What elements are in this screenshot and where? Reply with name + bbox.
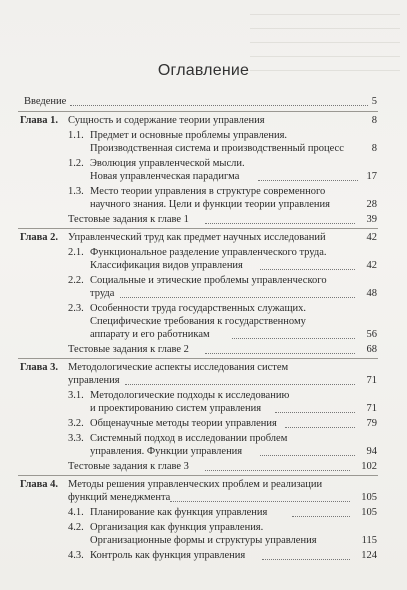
divider bbox=[18, 475, 378, 476]
section-page: 79 bbox=[366, 418, 377, 429]
section-title-line: управления. Функции управления bbox=[90, 446, 243, 457]
divider bbox=[18, 228, 378, 229]
section-title-line: Социальные и этические проблемы управленческого bbox=[90, 275, 327, 286]
chapter-page: 8 bbox=[371, 115, 377, 126]
leader-dots bbox=[205, 352, 355, 354]
leader-dots bbox=[275, 411, 355, 413]
test-tasks: Тестовые задания к главе 2 bbox=[68, 344, 189, 355]
section-number: 3.2. bbox=[68, 418, 84, 429]
section-page: 115 bbox=[361, 535, 377, 546]
section-number: 1.3. bbox=[68, 186, 84, 197]
section-page: 48 bbox=[366, 288, 377, 299]
leader-dots bbox=[205, 222, 355, 224]
section-title-line: Организационные формы и структуры управления bbox=[90, 535, 317, 546]
section-page: 8 bbox=[371, 143, 377, 154]
section-number: 4.1. bbox=[68, 507, 84, 518]
leader-dots bbox=[260, 268, 355, 270]
test-tasks-page: 102 bbox=[361, 461, 377, 472]
section-title-line: Контроль как функция управления bbox=[90, 550, 246, 561]
section-title-line: труда bbox=[90, 288, 115, 299]
section-title-line: Производственная система и производственный процесс bbox=[90, 143, 344, 154]
chapter-page: 42 bbox=[366, 232, 377, 243]
section-title-line: Общенаучные методы теории управления bbox=[90, 418, 277, 429]
chapter-title-line: Методы решения управленческих проблем и реализации bbox=[68, 479, 323, 490]
divider bbox=[18, 111, 378, 112]
section-page: 105 bbox=[361, 507, 377, 518]
leader-dots bbox=[120, 296, 355, 298]
section-number: 1.1. bbox=[68, 130, 84, 141]
section-title-line: научного знания. Цели и функции теории управления bbox=[90, 199, 330, 210]
leader-dots bbox=[258, 179, 358, 181]
section-page: 71 bbox=[366, 403, 377, 414]
section-page: 28 bbox=[366, 199, 377, 210]
section-title-line: Функциональное разделение управленческого труда. bbox=[90, 247, 327, 258]
leader-dots bbox=[285, 426, 355, 428]
leader-dots bbox=[205, 469, 350, 471]
chapter-title-line: Методологические аспекты исследования систем bbox=[68, 362, 289, 373]
section-title-line: Особенности труда государственных служащих. bbox=[90, 303, 307, 314]
page-title: Оглавление bbox=[157, 62, 250, 79]
leader-dots bbox=[262, 558, 350, 560]
leader-dots bbox=[260, 454, 355, 456]
chapter-title: Управленческий труд как предмет научных исследований bbox=[68, 232, 326, 243]
section-title-line: Организация как функция управления. bbox=[90, 522, 264, 533]
chapter-title: Сущность и содержание теории управления bbox=[68, 115, 265, 126]
section-page: 124 bbox=[361, 550, 377, 561]
test-tasks-page: 68 bbox=[366, 344, 377, 355]
chapter-label: Глава 4. bbox=[20, 479, 59, 490]
section-number: 2.2. bbox=[68, 275, 84, 286]
chapter-title-line: управления bbox=[68, 375, 120, 386]
section-number: 3.3. bbox=[68, 433, 84, 444]
section-title-line: Эволюция управленческой мысли. bbox=[90, 158, 245, 169]
chapter-page: 71 bbox=[366, 375, 377, 386]
section-title-line: Предмет и основные проблемы управления. bbox=[90, 130, 288, 141]
chapter-label: Глава 3. bbox=[20, 362, 59, 373]
leader-dots bbox=[70, 104, 368, 106]
section-title-line: аппарату и его работникам bbox=[90, 329, 210, 340]
section-title-line: Место теории управления в структуре современного bbox=[90, 186, 326, 197]
section-title-line: Планирование как функция управления bbox=[90, 507, 268, 518]
section-number: 2.1. bbox=[68, 247, 84, 258]
toc-intro: Введение bbox=[24, 96, 67, 107]
section-title-line: и проектированию систем управления bbox=[90, 403, 262, 414]
section-page: 17 bbox=[366, 171, 377, 182]
test-tasks: Тестовые задания к главе 1 bbox=[68, 214, 189, 225]
section-title-line: Новая управленческая парадигма bbox=[90, 171, 240, 182]
chapter-label: Глава 2. bbox=[20, 232, 59, 243]
section-number: 4.2. bbox=[68, 522, 84, 533]
section-page: 56 bbox=[366, 329, 377, 340]
section-title-line: Методологические подходы к исследованию bbox=[90, 390, 290, 401]
toc-intro-page: 5 bbox=[371, 96, 377, 107]
test-tasks-page: 39 bbox=[366, 214, 377, 225]
leader-dots bbox=[232, 337, 355, 339]
divider bbox=[18, 358, 378, 359]
section-title-line: Специфические требования к государственному bbox=[90, 316, 306, 327]
section-page: 94 bbox=[366, 446, 377, 457]
section-number: 4.3. bbox=[68, 550, 84, 561]
leader-dots bbox=[125, 383, 355, 385]
section-page: 42 bbox=[366, 260, 377, 271]
chapter-label: Глава 1. bbox=[20, 115, 59, 126]
leader-dots bbox=[170, 500, 350, 502]
chapter-title-line: функций менеджмента bbox=[68, 492, 171, 503]
section-title-line: Системный подход в исследовании проблем bbox=[90, 433, 288, 444]
section-number: 3.1. bbox=[68, 390, 84, 401]
test-tasks: Тестовые задания к главе 3 bbox=[68, 461, 189, 472]
section-number: 1.2. bbox=[68, 158, 84, 169]
section-title-line: Классификация видов управления bbox=[90, 260, 243, 271]
leader-dots bbox=[292, 515, 350, 517]
section-number: 2.3. bbox=[68, 303, 84, 314]
chapter-page: 105 bbox=[361, 492, 377, 503]
